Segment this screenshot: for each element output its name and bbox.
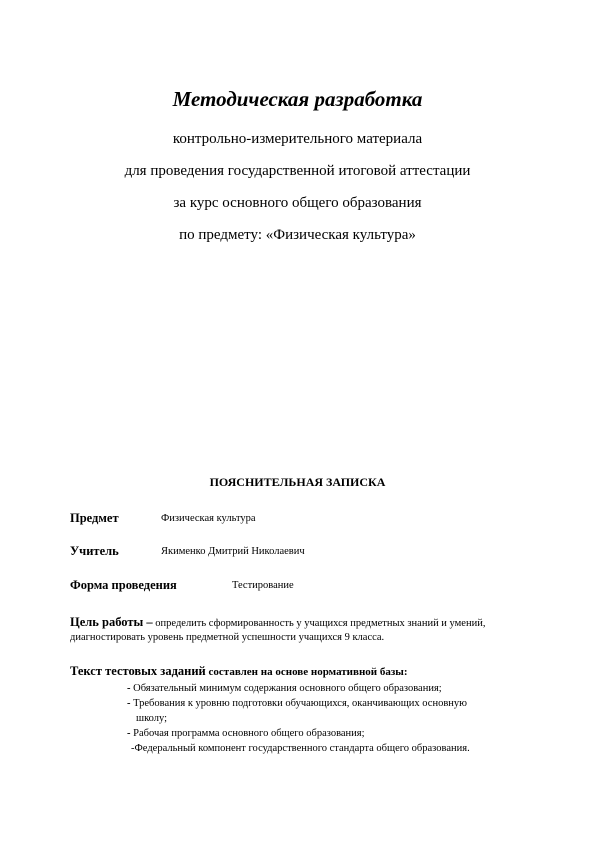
basis-item-2-text: Требования к уровню подготовки обучающихся, оканчивающих основную — [133, 698, 468, 709]
form-value: Тестирование — [232, 580, 294, 591]
basis-item-4 — [131, 741, 470, 756]
goal-paragraph-line-2 — [70, 630, 550, 646]
basis-item-2-continuation-text: школу; — [136, 713, 168, 724]
subject-label: Предмет — [70, 511, 119, 525]
subtitle-line-3: за курс основного общего образования — [173, 195, 422, 211]
basis-label: Текст тестовых заданий — [70, 664, 206, 678]
section-title: ПОЯСНИТЕЛЬНАЯ ЗАПИСКА — [209, 475, 386, 489]
basis-item-1-dash: - — [127, 683, 134, 694]
basis-item-3 — [127, 726, 365, 741]
basis-label-rest: составлен на основе нормативной базы: — [205, 666, 408, 678]
basis-item-2-dash: - — [127, 698, 134, 709]
subtitle-line-2: для проведения государственной итоговой аттестации — [124, 163, 471, 179]
basis-item-4-dash: - — [131, 743, 135, 754]
goal-text-2: диагностировать уровень предметной успешности учащихся 9 класса. — [70, 632, 385, 643]
basis-item-1-text: Обязательный минимум содержания основного общего образования; — [133, 683, 442, 694]
basis-item-3-text: Рабочая программа основного общего образования; — [133, 728, 365, 739]
document-title: Методическая разработка — [172, 87, 423, 111]
goal-label: Цель работы – — [70, 615, 153, 629]
basis-item-1 — [127, 681, 442, 696]
teacher-label: Учитель — [70, 544, 119, 558]
basis-item-2 — [127, 696, 467, 711]
basis-heading — [70, 663, 550, 681]
subject-value: Физическая культура — [161, 513, 256, 524]
basis-item-3-dash: - — [127, 728, 134, 739]
form-label: Форма проведения — [70, 578, 177, 592]
subtitle-line-4: по предмету: «Физическая культура» — [179, 227, 416, 243]
subtitle-line-1: контрольно-измерительного материала — [172, 131, 423, 147]
basis-item-2-continuation — [136, 711, 167, 726]
teacher-value: Якименко Дмитрий Николаевич — [161, 546, 305, 557]
goal-text-1: определить сформированность у учащихся предметных знаний и умений, — [152, 618, 486, 629]
basis-item-4-text: Федеральный компонент государственного стандарта общего образования. — [134, 743, 470, 754]
